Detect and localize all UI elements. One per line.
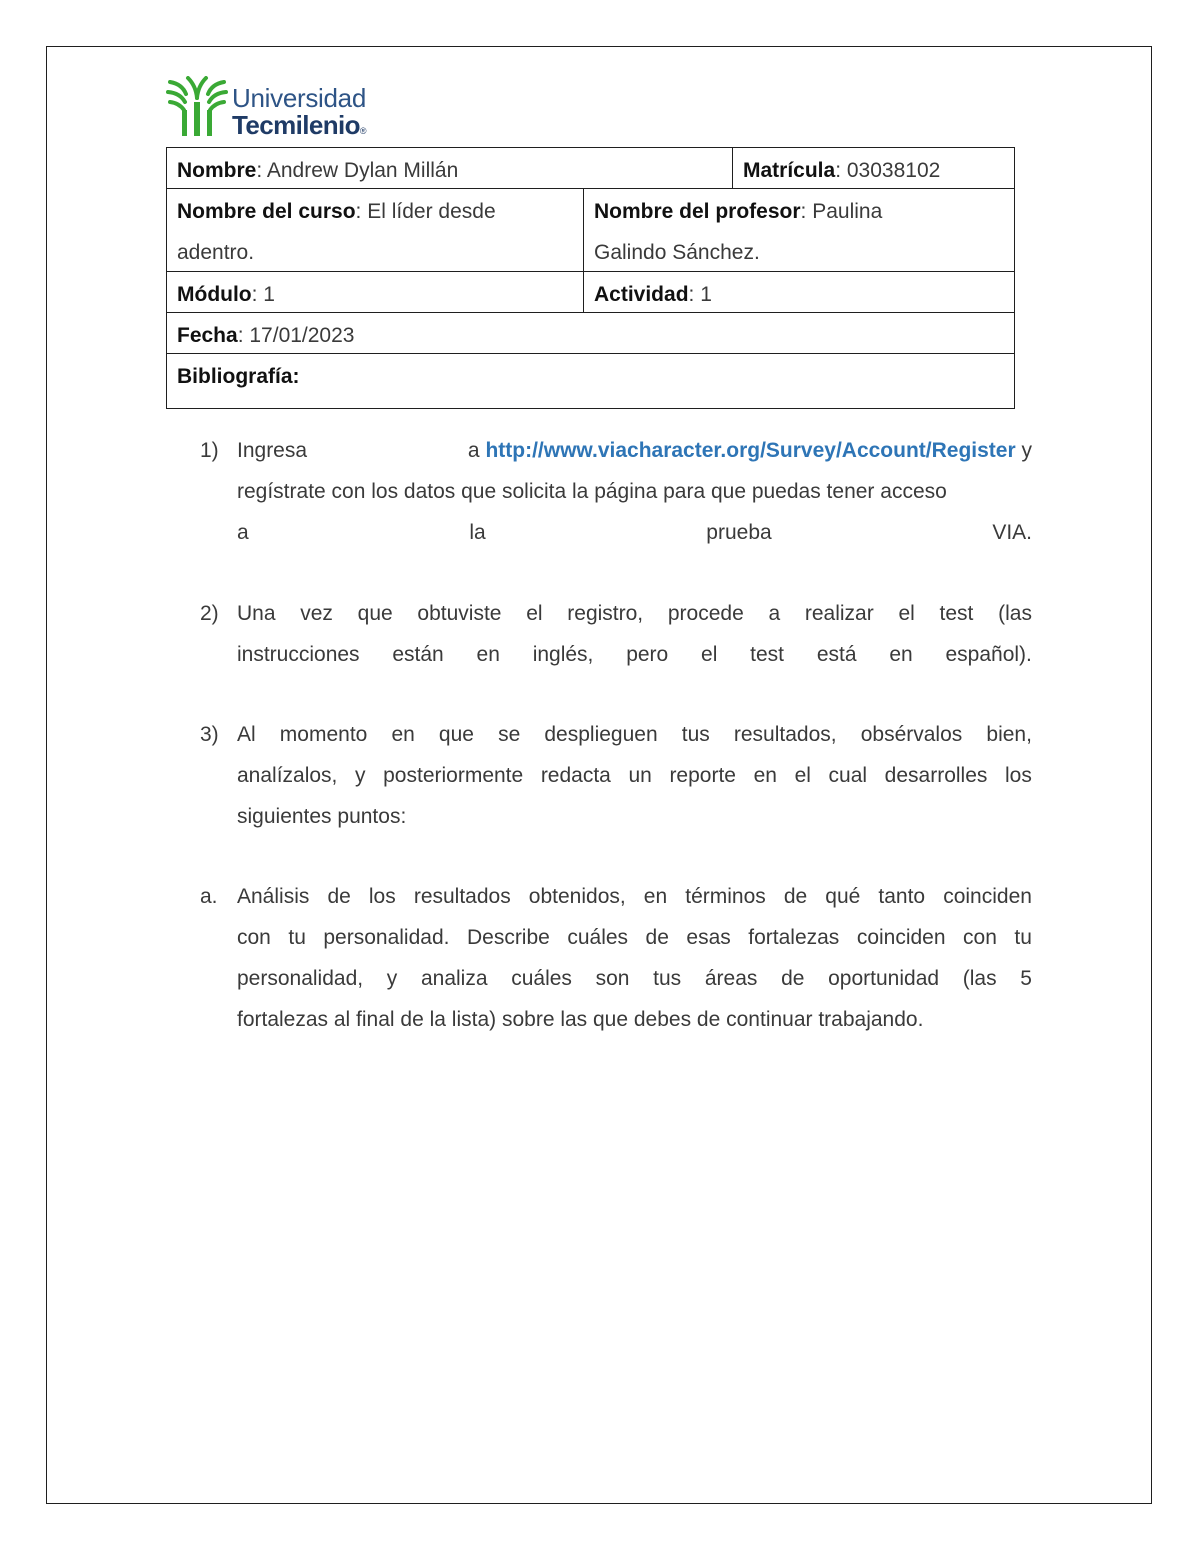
word: a (237, 521, 249, 544)
word: con (963, 926, 997, 949)
word: obsérvalos (860, 723, 963, 746)
word: términos (685, 885, 766, 908)
word: con (237, 926, 271, 949)
word: esas (686, 926, 731, 949)
cell-modulo (167, 272, 583, 312)
table-row-fecha (166, 312, 1015, 353)
value-profesor-line2: Galindo Sánchez. (594, 241, 760, 264)
item2-line1 (237, 593, 1032, 634)
word: personalidad. (323, 926, 450, 949)
word: tu (288, 926, 306, 949)
word: y (386, 967, 398, 990)
table-row-curso (166, 188, 1015, 271)
logo-text-tecmilenio (232, 111, 366, 145)
value-matricula: : 03038102 (835, 159, 941, 182)
itema-line2 (237, 917, 1032, 958)
cell-fecha (167, 313, 1014, 353)
value-actividad: : 1 (688, 283, 712, 306)
word: Análisis (237, 885, 310, 908)
cell-bibliografia (167, 354, 1014, 408)
word: están (392, 643, 444, 666)
word: coinciden (943, 885, 1032, 908)
label-fecha: Fecha (177, 324, 238, 347)
word: obtuviste (417, 602, 502, 625)
word: qué (825, 885, 861, 908)
word: de (645, 926, 669, 949)
word: resultados (413, 885, 511, 908)
list-marker-2: 2) (200, 602, 219, 625)
logo-text-tecmilenio-name: Tecmilenio (232, 110, 360, 140)
word: un (628, 764, 652, 787)
word: el (526, 602, 543, 625)
word: cuáles (567, 926, 629, 949)
word: áreas (704, 967, 758, 990)
word: desarrolles (884, 764, 988, 787)
word: analiza (420, 967, 488, 990)
word: el (794, 764, 811, 787)
item2-line2 (237, 634, 1032, 675)
word: procede (667, 602, 744, 625)
table-row-nombre (166, 147, 1015, 188)
word: cual (828, 764, 868, 787)
word: de (781, 967, 805, 990)
word: en (753, 764, 777, 787)
word: personalidad, (237, 967, 364, 990)
cell-nombre (167, 148, 732, 188)
word: reporte (669, 764, 736, 787)
item3-line2 (237, 755, 1032, 796)
label-profesor: Nombre del profesor (594, 200, 801, 223)
label-matricula: Matrícula (743, 159, 836, 182)
word: los (1005, 764, 1032, 787)
word: fortalezas (748, 926, 840, 949)
item1-line3 (237, 512, 1032, 553)
word: tu (1014, 926, 1032, 949)
label-nombre: Nombre (177, 159, 257, 182)
cell-matricula (732, 148, 1014, 188)
item1-line1 (237, 430, 1032, 471)
value-profesor-line1: : Paulina (800, 200, 883, 223)
word: bien, (986, 723, 1032, 746)
word: oportunidad (828, 967, 940, 990)
word: en (643, 885, 668, 908)
word: y (355, 764, 366, 787)
item1-link-group (468, 430, 1032, 471)
logo-emblem-icon (166, 76, 228, 138)
word: Una (237, 602, 276, 625)
word: se (498, 723, 521, 746)
word: está (816, 643, 857, 666)
item3-line3-text: siguientes puntos: (237, 805, 407, 828)
word: vez (300, 602, 333, 625)
word: test (750, 643, 785, 666)
word: de (327, 885, 351, 908)
word: de (783, 885, 808, 908)
word: posteriormente (383, 764, 524, 787)
word: Ingresa (237, 439, 308, 462)
value-curso-line1: : El líder desde (355, 200, 496, 223)
value-nombre: : Andrew Dylan Millán (256, 159, 459, 182)
word: (las (998, 602, 1032, 625)
label-modulo: Módulo (177, 283, 252, 306)
word: registro, (567, 602, 644, 625)
word: tus (681, 723, 710, 746)
word: tanto (878, 885, 926, 908)
word: instrucciones (237, 643, 360, 666)
word: realizar (804, 602, 874, 625)
word: (las (962, 967, 997, 990)
word: la (469, 521, 486, 544)
word: que (357, 602, 393, 625)
word: cuáles (511, 967, 572, 990)
value-fecha: : 17/01/2023 (237, 324, 355, 347)
logo-registered-mark: ® (359, 126, 366, 136)
table-row-bibliografia (166, 353, 1015, 409)
word: los (368, 885, 396, 908)
item1-line2-text: regístrate con los datos que solicita la página para que puedas tener acceso (237, 480, 947, 503)
list-marker-a: a. (200, 885, 218, 908)
cell-actividad (583, 272, 1014, 312)
value-curso-line2: adentro. (177, 241, 255, 264)
word: coinciden (856, 926, 946, 949)
word: son (595, 967, 630, 990)
itema-line1 (237, 876, 1032, 917)
label-curso: Nombre del curso (177, 200, 356, 223)
label-bibliografia: Bibliografía: (177, 365, 300, 388)
itema-line3 (237, 958, 1032, 999)
word: analízalos, (237, 764, 338, 787)
itema-line4-text: fortalezas al final de la lista) sobre las que debes de continuar trabajando. (237, 1008, 924, 1031)
word: pero (626, 643, 669, 666)
cell-curso (167, 189, 583, 271)
table-row-modulo (166, 271, 1015, 312)
word: español). (945, 643, 1032, 666)
word: Al (237, 723, 256, 746)
logo-text-universidad: Universidad (232, 83, 366, 113)
university-logo (166, 76, 406, 140)
word: Describe (466, 926, 550, 949)
word: que (438, 723, 474, 746)
word: redacta (540, 764, 611, 787)
label-actividad: Actividad (594, 283, 689, 306)
word: a (467, 439, 480, 462)
word: en (391, 723, 415, 746)
word: desplieguen (544, 723, 658, 746)
list-marker-1: 1) (200, 439, 219, 462)
word: prueba (706, 521, 772, 544)
word: y (1021, 439, 1032, 462)
word: inglés, (532, 643, 594, 666)
word: resultados, (733, 723, 837, 746)
word: el (898, 602, 915, 625)
item3-line1 (237, 714, 1032, 755)
word: el (701, 643, 718, 666)
word: en (476, 643, 500, 666)
item3-line3 (237, 796, 1032, 837)
word: VIA. (992, 521, 1032, 544)
itema-line4 (237, 999, 1032, 1040)
register-link[interactable]: http://www.viacharacter.org/Survey/Account/Register (485, 439, 1016, 462)
word: obtenidos, (528, 885, 626, 908)
list-marker-3: 3) (200, 723, 219, 746)
word: a (768, 602, 781, 625)
word: test (939, 602, 974, 625)
word: en (889, 643, 913, 666)
word: momento (279, 723, 368, 746)
word: tus (653, 967, 682, 990)
word: 5 (1020, 967, 1032, 990)
cell-profesor (583, 189, 1014, 271)
item1-line2 (237, 471, 1032, 512)
value-modulo: : 1 (251, 283, 275, 306)
